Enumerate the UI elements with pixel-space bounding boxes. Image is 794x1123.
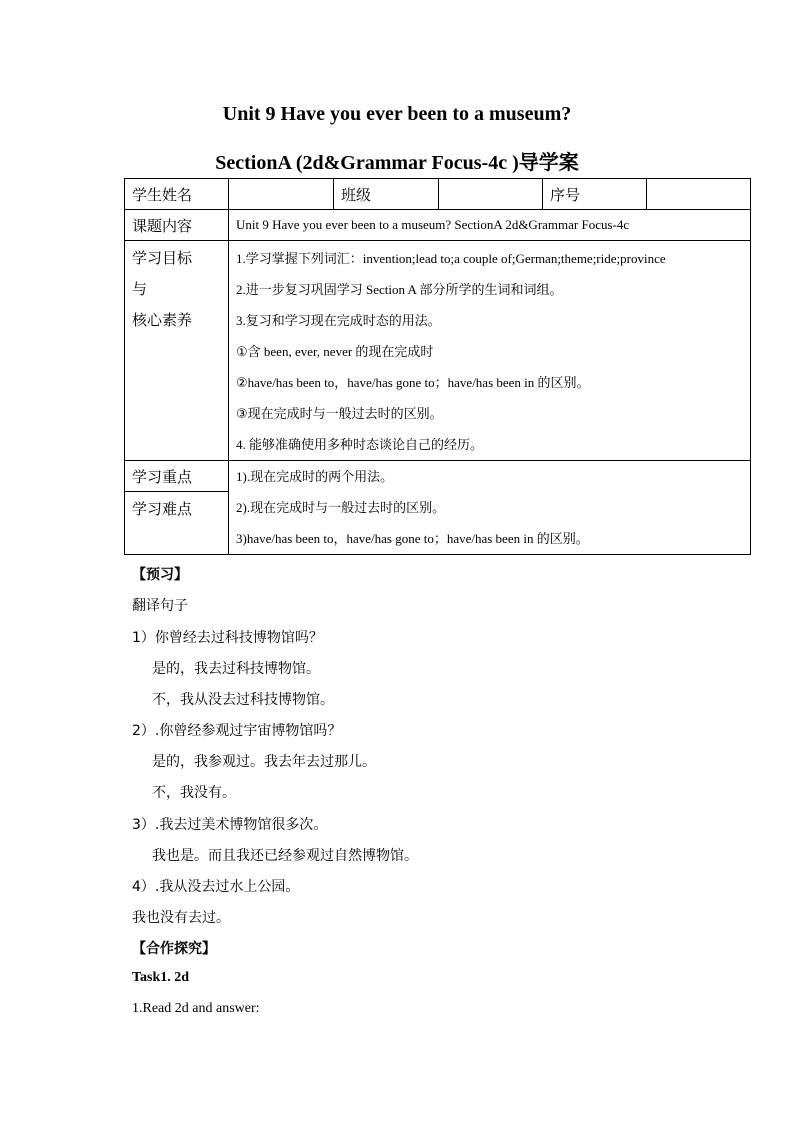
- task-instruction: 1.Read 2d and answer:: [132, 1001, 260, 1016]
- topic-label: 课题内容: [125, 210, 229, 241]
- info-row-key: [125, 461, 751, 492]
- class-field[interactable]: [439, 179, 543, 210]
- cooperation-heading: 【合作探究】: [132, 941, 216, 957]
- preview-line: 不，我没有。: [152, 785, 236, 801]
- info-row-goals: [125, 241, 751, 461]
- goal-item: 4. 能够准确使用多种时态谈论自己的经历。: [236, 437, 484, 452]
- info-row-topic: [125, 210, 751, 241]
- task-heading: Task1. 2d: [132, 970, 190, 985]
- key-points-content: [229, 461, 751, 555]
- preview-line: 是的，我参观过。我去年去过那儿。: [152, 754, 376, 770]
- goals-label-line: 与: [132, 280, 148, 298]
- student-name-field[interactable]: [229, 179, 334, 210]
- goal-item: ③现在完成时与一般过去时的区别。: [236, 406, 443, 421]
- key-point-item: 1).现在完成时的两个用法。: [236, 469, 394, 484]
- info-table: [124, 178, 751, 555]
- goal-item: ②have/has been to，have/has gone to；have/has been in 的区别。: [236, 375, 590, 390]
- goals-content: [229, 241, 751, 461]
- preview-line: 4）.我从没去过水上公园。: [132, 879, 300, 895]
- key-point-item: 2).现在完成时与一般过去时的区别。: [236, 500, 446, 515]
- difficulty-label: 学习难点: [125, 492, 229, 555]
- goals-label: [125, 241, 229, 461]
- preview-line: 不，我从没去过科技博物馆。: [152, 692, 334, 708]
- unit-title: Unit 9 Have you ever been to a museum?: [222, 103, 572, 125]
- number-field[interactable]: [647, 179, 751, 210]
- topic-value: Unit 9 Have you ever been to a museum? SectionA 2d&Grammar Focus-4c: [229, 210, 751, 241]
- info-row-student: [125, 179, 751, 210]
- preview-heading: 【预习】: [132, 567, 188, 583]
- goals-label-line: 核心素养: [132, 311, 193, 329]
- key-label: 学习重点: [125, 461, 229, 492]
- preview-line: 3）.我去过美术博物馆很多次。: [132, 817, 328, 833]
- goal-item: ①含 been, ever, never 的现在完成时: [236, 344, 434, 359]
- goals-label-line: 学习目标: [132, 249, 193, 267]
- preview-line: 1）你曾经去过科技博物馆吗？: [132, 630, 323, 646]
- number-label: 序号: [543, 179, 647, 210]
- section-title: SectionA (2d&Grammar Focus-4c )导学案: [215, 152, 579, 174]
- preview-line: 我也是。而且我还已经参观过自然博物馆。: [152, 848, 418, 864]
- student-name-label: 学生姓名: [125, 179, 229, 210]
- class-label: 班级: [334, 179, 439, 210]
- goal-item: 3.复习和学习现在完成时态的用法。: [236, 313, 441, 328]
- preview-subheading: 翻译句子: [132, 598, 188, 614]
- preview-line: 我也没有去过。: [132, 910, 230, 926]
- goal-item: 2.进一步复习巩固学习 Section A 部分所学的生词和词组。: [236, 282, 563, 297]
- goal-item: 1.学习掌握下列词汇：invention;lead to;a couple of;German;theme;ride;province: [236, 251, 666, 266]
- preview-line: 2）.你曾经参观过宇宙博物馆吗？: [132, 723, 342, 739]
- key-point-item: 3)have/has been to，have/has gone to；have/has been in 的区别。: [236, 531, 589, 546]
- preview-line: 是的，我去过科技博物馆。: [152, 661, 320, 677]
